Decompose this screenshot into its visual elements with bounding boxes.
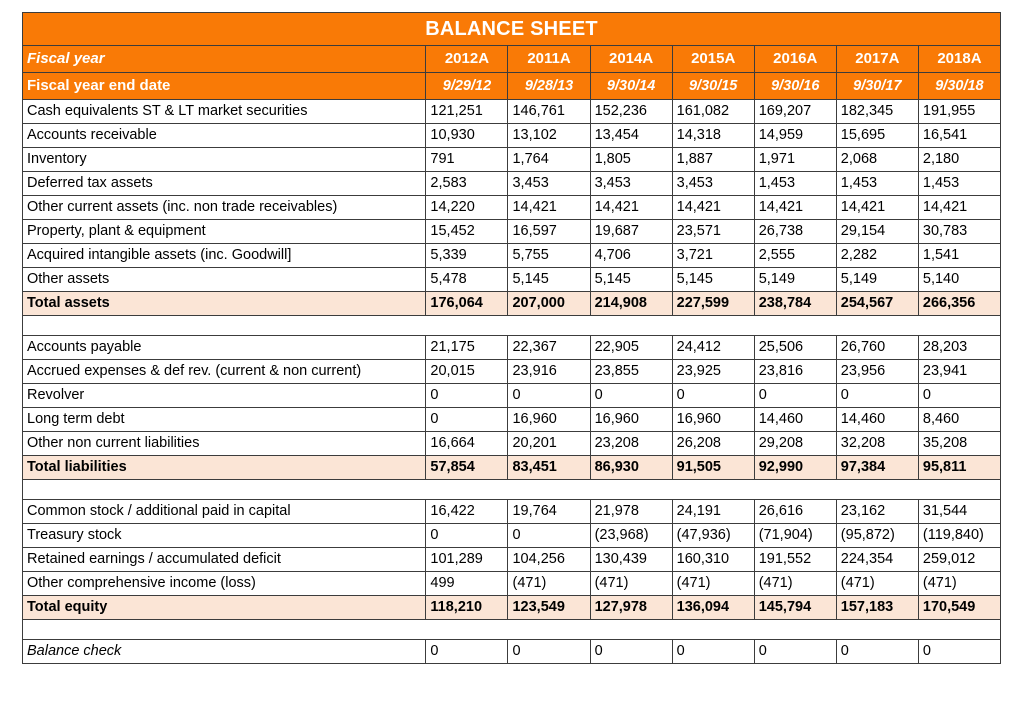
- row-value-6: 0: [836, 384, 918, 408]
- table-row: [23, 124, 1001, 148]
- row-value-7: 5,140: [918, 268, 1000, 292]
- row-value-7: 16,541: [918, 124, 1000, 148]
- row-value-2: 16,960: [508, 408, 590, 432]
- row-label: Revolver: [23, 384, 426, 408]
- row-value-2: 1,764: [508, 148, 590, 172]
- row-value-2: (471): [508, 572, 590, 596]
- row-value-7: (471): [918, 572, 1000, 596]
- total-value-3: 127,978: [590, 596, 672, 620]
- total-row: [23, 456, 1001, 480]
- row-value-2: 0: [508, 524, 590, 548]
- total-value-4: 227,599: [672, 292, 754, 316]
- balance-sheet-container: [22, 12, 1001, 664]
- table-row: [23, 268, 1001, 292]
- row-value-4: 5,145: [672, 268, 754, 292]
- row-value-6: 14,421: [836, 196, 918, 220]
- table-row: [23, 524, 1001, 548]
- spacer-cell: [23, 620, 1001, 640]
- total-value-1: 57,854: [426, 456, 508, 480]
- row-label: Treasury stock: [23, 524, 426, 548]
- table-row: [23, 500, 1001, 524]
- row-value-2: 20,201: [508, 432, 590, 456]
- row-value-7: 28,203: [918, 336, 1000, 360]
- row-value-7: 31,544: [918, 500, 1000, 524]
- row-value-1: 121,251: [426, 100, 508, 124]
- fiscal-year-column-1: 2012A: [426, 46, 508, 73]
- total-label: Total liabilities: [23, 456, 426, 480]
- total-value-6: 97,384: [836, 456, 918, 480]
- table-row: [23, 100, 1001, 124]
- row-value-2: 13,102: [508, 124, 590, 148]
- row-value-7: 1,453: [918, 172, 1000, 196]
- row-value-1: 5,339: [426, 244, 508, 268]
- row-value-6: 15,695: [836, 124, 918, 148]
- row-value-2: 5,755: [508, 244, 590, 268]
- row-value-2: 5,145: [508, 268, 590, 292]
- total-value-6: 157,183: [836, 596, 918, 620]
- row-value-4: 24,412: [672, 336, 754, 360]
- row-value-4: 14,421: [672, 196, 754, 220]
- total-value-7: 95,811: [918, 456, 1000, 480]
- row-value-3: 1,805: [590, 148, 672, 172]
- row-value-5: 23,816: [754, 360, 836, 384]
- fiscal-year-column-2: 2011A: [508, 46, 590, 73]
- row-value-2: 19,764: [508, 500, 590, 524]
- row-label: Inventory: [23, 148, 426, 172]
- row-value-1: 16,422: [426, 500, 508, 524]
- total-value-3: 86,930: [590, 456, 672, 480]
- row-value-4: 14,318: [672, 124, 754, 148]
- total-row: [23, 292, 1001, 316]
- row-value-1: 14,220: [426, 196, 508, 220]
- row-value-1: 10,930: [426, 124, 508, 148]
- fiscal-year-end-date-7: 9/30/18: [918, 73, 1000, 100]
- table-row: [23, 432, 1001, 456]
- row-value-4: 160,310: [672, 548, 754, 572]
- row-value-6: 26,760: [836, 336, 918, 360]
- row-value-5: (71,904): [754, 524, 836, 548]
- fiscal-year-column-3: 2014A: [590, 46, 672, 73]
- row-value-1: 101,289: [426, 548, 508, 572]
- row-value-5: 191,552: [754, 548, 836, 572]
- row-value-4: 0: [672, 384, 754, 408]
- total-value-7: 266,356: [918, 292, 1000, 316]
- row-label: Accrued expenses & def rev. (current & non current): [23, 360, 426, 384]
- row-value-1: 0: [426, 524, 508, 548]
- row-value-3: 130,439: [590, 548, 672, 572]
- total-value-3: 214,908: [590, 292, 672, 316]
- balance-check-value-4: 0: [672, 640, 754, 664]
- row-value-4: 16,960: [672, 408, 754, 432]
- row-value-4: 26,208: [672, 432, 754, 456]
- table-row: [23, 360, 1001, 384]
- row-value-5: (471): [754, 572, 836, 596]
- row-label: Accounts payable: [23, 336, 426, 360]
- spacer-after-assets: [23, 316, 1001, 336]
- row-value-3: 14,421: [590, 196, 672, 220]
- row-value-6: 1,453: [836, 172, 918, 196]
- row-label: Accounts receivable: [23, 124, 426, 148]
- row-value-5: 26,738: [754, 220, 836, 244]
- row-value-5: 14,959: [754, 124, 836, 148]
- row-label: Retained earnings / accumulated deficit: [23, 548, 426, 572]
- row-value-6: 14,460: [836, 408, 918, 432]
- row-value-7: 30,783: [918, 220, 1000, 244]
- row-value-3: 5,145: [590, 268, 672, 292]
- row-value-4: 24,191: [672, 500, 754, 524]
- row-value-5: 14,421: [754, 196, 836, 220]
- balance-check-value-3: 0: [590, 640, 672, 664]
- row-value-6: 23,162: [836, 500, 918, 524]
- fiscal-year-column-4: 2015A: [672, 46, 754, 73]
- row-value-7: 1,541: [918, 244, 1000, 268]
- row-value-1: 0: [426, 408, 508, 432]
- table-row: [23, 220, 1001, 244]
- row-value-3: 3,453: [590, 172, 672, 196]
- fiscal-year-column-7: 2018A: [918, 46, 1000, 73]
- total-label: Total assets: [23, 292, 426, 316]
- total-value-2: 123,549: [508, 596, 590, 620]
- row-value-7: 2,180: [918, 148, 1000, 172]
- table-row: [23, 196, 1001, 220]
- row-value-2: 23,916: [508, 360, 590, 384]
- row-value-6: 32,208: [836, 432, 918, 456]
- page-title: BALANCE SHEET: [23, 13, 1001, 46]
- table-row: [23, 336, 1001, 360]
- spacer-cell: [23, 480, 1001, 500]
- row-value-2: 14,421: [508, 196, 590, 220]
- fiscal-year-header-row: [23, 46, 1001, 73]
- row-value-3: 21,978: [590, 500, 672, 524]
- row-value-5: 1,453: [754, 172, 836, 196]
- row-value-6: 224,354: [836, 548, 918, 572]
- row-value-6: 2,282: [836, 244, 918, 268]
- row-value-4: 23,925: [672, 360, 754, 384]
- table-row: [23, 172, 1001, 196]
- fiscal-year-end-date-5: 9/30/16: [754, 73, 836, 100]
- row-value-7: 0: [918, 384, 1000, 408]
- fiscal-year-end-label: Fiscal year end date: [23, 73, 426, 100]
- row-value-3: 4,706: [590, 244, 672, 268]
- row-label: Long term debt: [23, 408, 426, 432]
- row-value-1: 5,478: [426, 268, 508, 292]
- table-row: [23, 572, 1001, 596]
- balance-check-value-2: 0: [508, 640, 590, 664]
- row-value-6: (471): [836, 572, 918, 596]
- fiscal-year-end-date-4: 9/30/15: [672, 73, 754, 100]
- row-value-5: 2,555: [754, 244, 836, 268]
- total-value-1: 176,064: [426, 292, 508, 316]
- fiscal-year-end-date-1: 9/29/12: [426, 73, 508, 100]
- row-value-5: 0: [754, 384, 836, 408]
- row-value-7: 23,941: [918, 360, 1000, 384]
- row-value-6: 182,345: [836, 100, 918, 124]
- row-value-1: 20,015: [426, 360, 508, 384]
- fiscal-year-end-date-2: 9/28/13: [508, 73, 590, 100]
- total-value-2: 83,451: [508, 456, 590, 480]
- row-value-5: 25,506: [754, 336, 836, 360]
- row-label: Cash equivalents ST & LT market securities: [23, 100, 426, 124]
- row-value-7: 35,208: [918, 432, 1000, 456]
- row-value-2: 146,761: [508, 100, 590, 124]
- balance-check-row: [23, 640, 1001, 664]
- row-value-3: 0: [590, 384, 672, 408]
- row-value-5: 14,460: [754, 408, 836, 432]
- balance-check-value-6: 0: [836, 640, 918, 664]
- row-value-1: 791: [426, 148, 508, 172]
- row-value-2: 3,453: [508, 172, 590, 196]
- row-value-4: (471): [672, 572, 754, 596]
- row-label: Common stock / additional paid in capital: [23, 500, 426, 524]
- row-value-4: (47,936): [672, 524, 754, 548]
- row-value-7: 259,012: [918, 548, 1000, 572]
- balance-sheet-body: [23, 13, 1001, 664]
- row-label: Deferred tax assets: [23, 172, 426, 196]
- row-value-4: 1,887: [672, 148, 754, 172]
- table-row: [23, 548, 1001, 572]
- balance-check-value-1: 0: [426, 640, 508, 664]
- row-value-3: 152,236: [590, 100, 672, 124]
- row-value-6: 23,956: [836, 360, 918, 384]
- total-value-5: 145,794: [754, 596, 836, 620]
- balance-check-value-5: 0: [754, 640, 836, 664]
- row-value-6: 29,154: [836, 220, 918, 244]
- spacer-after-liabilities: [23, 480, 1001, 500]
- row-value-3: (23,968): [590, 524, 672, 548]
- spacer-after-equity: [23, 620, 1001, 640]
- row-label: Property, plant & equipment: [23, 220, 426, 244]
- row-value-2: 0: [508, 384, 590, 408]
- row-value-3: 19,687: [590, 220, 672, 244]
- row-value-5: 1,971: [754, 148, 836, 172]
- row-value-1: 21,175: [426, 336, 508, 360]
- fiscal-year-column-5: 2016A: [754, 46, 836, 73]
- row-value-7: 14,421: [918, 196, 1000, 220]
- row-value-4: 23,571: [672, 220, 754, 244]
- table-row: [23, 244, 1001, 268]
- row-value-4: 161,082: [672, 100, 754, 124]
- row-value-3: 16,960: [590, 408, 672, 432]
- row-value-6: 5,149: [836, 268, 918, 292]
- total-value-1: 118,210: [426, 596, 508, 620]
- row-value-3: 23,208: [590, 432, 672, 456]
- row-value-1: 16,664: [426, 432, 508, 456]
- row-value-2: 16,597: [508, 220, 590, 244]
- row-value-2: 22,367: [508, 336, 590, 360]
- fiscal-year-end-date-row: [23, 73, 1001, 100]
- total-value-2: 207,000: [508, 292, 590, 316]
- row-value-1: 15,452: [426, 220, 508, 244]
- row-value-5: 5,149: [754, 268, 836, 292]
- total-value-5: 238,784: [754, 292, 836, 316]
- row-value-4: 3,453: [672, 172, 754, 196]
- balance-check-value-7: 0: [918, 640, 1000, 664]
- row-value-6: 2,068: [836, 148, 918, 172]
- row-label: Other current assets (inc. non trade receivables): [23, 196, 426, 220]
- total-value-7: 170,549: [918, 596, 1000, 620]
- table-row: [23, 408, 1001, 432]
- fiscal-year-label: Fiscal year: [23, 46, 426, 73]
- row-value-7: 8,460: [918, 408, 1000, 432]
- row-value-5: 26,616: [754, 500, 836, 524]
- fiscal-year-end-date-3: 9/30/14: [590, 73, 672, 100]
- total-value-4: 91,505: [672, 456, 754, 480]
- total-value-4: 136,094: [672, 596, 754, 620]
- row-label: Other non current liabilities: [23, 432, 426, 456]
- row-value-3: 22,905: [590, 336, 672, 360]
- row-label: Other assets: [23, 268, 426, 292]
- total-value-6: 254,567: [836, 292, 918, 316]
- spacer-cell: [23, 316, 1001, 336]
- row-value-7: (119,840): [918, 524, 1000, 548]
- total-row: [23, 596, 1001, 620]
- row-value-5: 29,208: [754, 432, 836, 456]
- row-value-5: 169,207: [754, 100, 836, 124]
- fiscal-year-column-6: 2017A: [836, 46, 918, 73]
- row-value-3: (471): [590, 572, 672, 596]
- total-label: Total equity: [23, 596, 426, 620]
- fiscal-year-end-date-6: 9/30/17: [836, 73, 918, 100]
- row-value-1: 499: [426, 572, 508, 596]
- row-value-7: 191,955: [918, 100, 1000, 124]
- row-value-3: 13,454: [590, 124, 672, 148]
- row-label: Acquired intangible assets (inc. Goodwill]: [23, 244, 426, 268]
- table-row: [23, 148, 1001, 172]
- row-value-1: 2,583: [426, 172, 508, 196]
- balance-check-label: Balance check: [23, 640, 426, 664]
- row-value-2: 104,256: [508, 548, 590, 572]
- table-row: [23, 384, 1001, 408]
- sheet-title-row: [23, 13, 1001, 46]
- row-value-4: 3,721: [672, 244, 754, 268]
- row-label: Other comprehensive income (loss): [23, 572, 426, 596]
- row-value-6: (95,872): [836, 524, 918, 548]
- balance-sheet-table: [22, 12, 1001, 664]
- row-value-1: 0: [426, 384, 508, 408]
- total-value-5: 92,990: [754, 456, 836, 480]
- row-value-3: 23,855: [590, 360, 672, 384]
